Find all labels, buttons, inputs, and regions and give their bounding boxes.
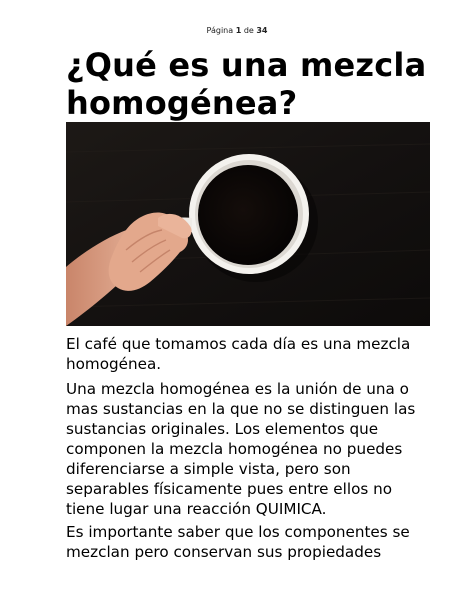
- page-number-header: [0, 26, 474, 35]
- paragraph-2: Una mezcla homogénea es la unión de una o mas sustancias en la que no se distinguen las sustancias originales. Los elementos que componen la mezcla homogénea no puedes diferenciarse a simple vista, pero son separables físicamente pues entre ellos no tiene lugar una reacción QUIMICA.: [66, 380, 416, 518]
- coffee-surface: [198, 165, 298, 265]
- current-page-number: 1: [235, 26, 242, 35]
- total-pages-number: 34: [256, 26, 268, 35]
- paragraph-3: Es importante saber que los componentes se mezclan pero conservan sus propiedades: [66, 523, 410, 561]
- document-title: ¿Qué es una mezcla homogénea?: [66, 46, 427, 122]
- page-label: Página: [206, 26, 234, 35]
- paragraph-1: El café que tomamos cada día es una mezcla homogénea.: [66, 335, 411, 373]
- page-of-label: de: [243, 26, 254, 35]
- coffee-cup-photo: [66, 122, 430, 326]
